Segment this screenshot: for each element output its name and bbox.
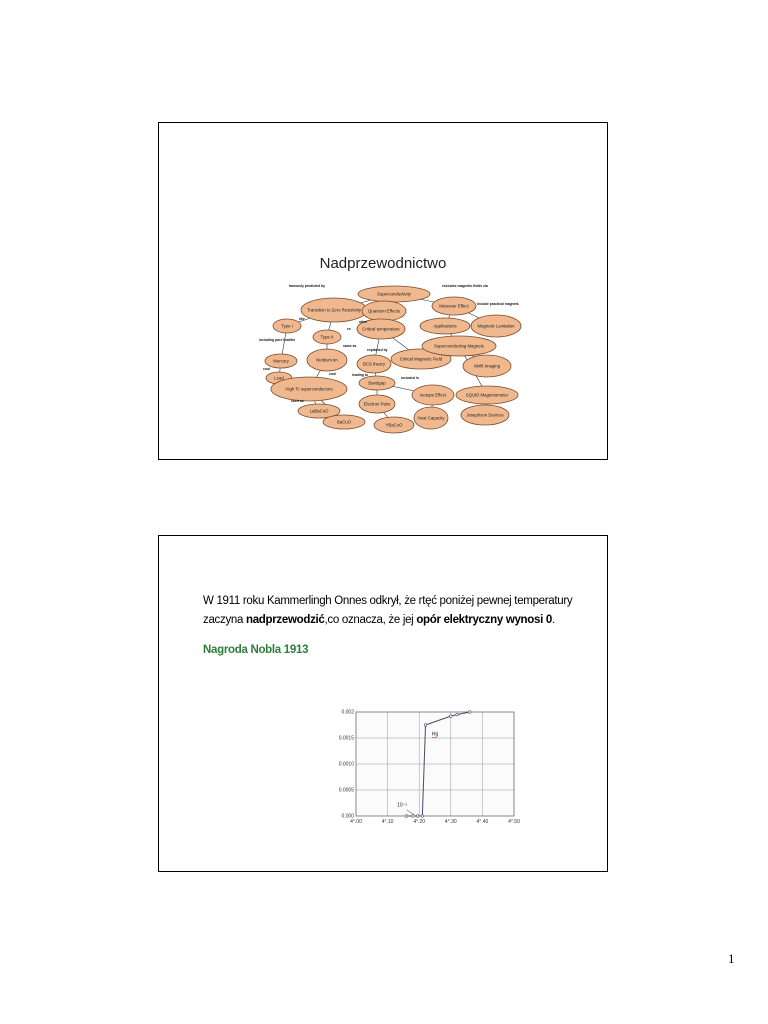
y-tick-label: 0.000: [341, 813, 354, 820]
body-text-part: .: [552, 614, 555, 626]
node-label: Quantum Effects: [368, 308, 400, 314]
node-label: Heat Capacity: [417, 415, 445, 421]
concept-map-diagram: [259, 283, 529, 458]
data-point: [416, 815, 419, 818]
y-tick-label: 0.0010: [338, 761, 354, 768]
data-point: [424, 724, 427, 727]
node-label: Critical temperature: [362, 326, 400, 332]
edge-label: including pure lead/tin: [259, 338, 296, 342]
node-label: YBaCuO: [385, 422, 403, 428]
edge-label: Include practical magnets: [477, 302, 519, 306]
hg-annotation: Hg: [431, 731, 439, 738]
body-text-bold: nadprzewodzić: [245, 614, 325, 626]
edge-label: such as: [291, 399, 304, 403]
x-tick-label: 4°.30: [444, 819, 457, 825]
edge-label: other: [359, 320, 368, 324]
y-tick-label: 0.002: [341, 709, 354, 716]
node-label: Superconductivity: [377, 291, 411, 297]
node-label: SQUID Magnetometer: [465, 392, 509, 398]
data-point: [450, 715, 453, 718]
slide-1: [158, 122, 608, 460]
data-point: [412, 815, 415, 818]
x-tick-label: 4°.00: [350, 819, 362, 825]
edge-label: like: [299, 317, 305, 321]
y-tick-label: 0.0005: [338, 787, 354, 794]
edge-label: ex: [347, 327, 351, 331]
node-label: BCS theory: [363, 361, 385, 367]
x-tick-label: 4°.40: [476, 819, 489, 825]
node-label: LaBaCuO: [309, 408, 329, 414]
node-label: Applications: [433, 323, 457, 329]
edge-label: excludes magnetic fields via: [442, 284, 488, 288]
node-label: Meissner Effect: [439, 303, 469, 309]
y-tick-label: 0.0015: [338, 735, 354, 742]
page-number: 1: [728, 951, 735, 966]
body-text-bold: opór elektryczny wynosi 0: [416, 614, 552, 626]
edge-label: included in: [401, 376, 419, 380]
node-label: Type I: [281, 323, 293, 329]
edge-label: same as: [343, 344, 357, 348]
data-point: [456, 713, 459, 716]
node-label: Niobium tin: [316, 357, 338, 363]
node-label: Mercury: [273, 358, 289, 364]
node-label: BaCuO: [336, 419, 352, 425]
x-tick-label: 4°.20: [413, 819, 426, 825]
x-tick-label: 4°.50: [508, 819, 520, 825]
node-label: Lead: [274, 375, 284, 381]
data-point: [468, 711, 471, 714]
node-label: Critical Magnetic Field: [399, 356, 443, 362]
node-label: High Tc superconductors: [285, 386, 333, 392]
body-text-part: ,co oznacza, że jej: [324, 614, 417, 626]
nobel-prize-heading: Nagroda Nobla 1913: [203, 644, 309, 656]
data-point: [405, 815, 408, 818]
body-text-part: W 1911 roku Kammerlingh Onnes odkrył, że rtęć poniżej pewnej temperatury zaczyna: [203, 595, 573, 626]
edge-label: explained by: [367, 348, 388, 352]
node-label: Transition to Zero Resistivity: [306, 307, 362, 313]
resistance-vs-temperature-chart: [324, 704, 524, 828]
edge-label: leading to: [352, 373, 369, 377]
slide-2: [158, 535, 608, 872]
slide-1-title: Nadprzewodnictwo: [319, 255, 447, 272]
slide-2-body-text: [203, 592, 603, 630]
x-tick-label: 4°.10: [381, 819, 394, 825]
edge-label: cool: [263, 367, 270, 371]
edge-label: cool: [329, 372, 336, 376]
node-label: NMR Imaging: [473, 363, 501, 369]
scale-annotation: 10⁻⁵: [397, 802, 408, 809]
node-label: Type II: [320, 334, 334, 340]
node-label: Josephson Devices: [466, 412, 504, 418]
node-label: Isotope Effect: [419, 392, 447, 398]
node-label: Bandgap: [368, 380, 386, 386]
data-point: [421, 815, 424, 818]
node-label: Electron Pairs: [363, 401, 391, 407]
node-label: Magnetic Levitation: [477, 323, 515, 329]
node-label: Superconducting Magnets: [434, 343, 484, 349]
edge-label: famously predicted by: [289, 284, 325, 288]
